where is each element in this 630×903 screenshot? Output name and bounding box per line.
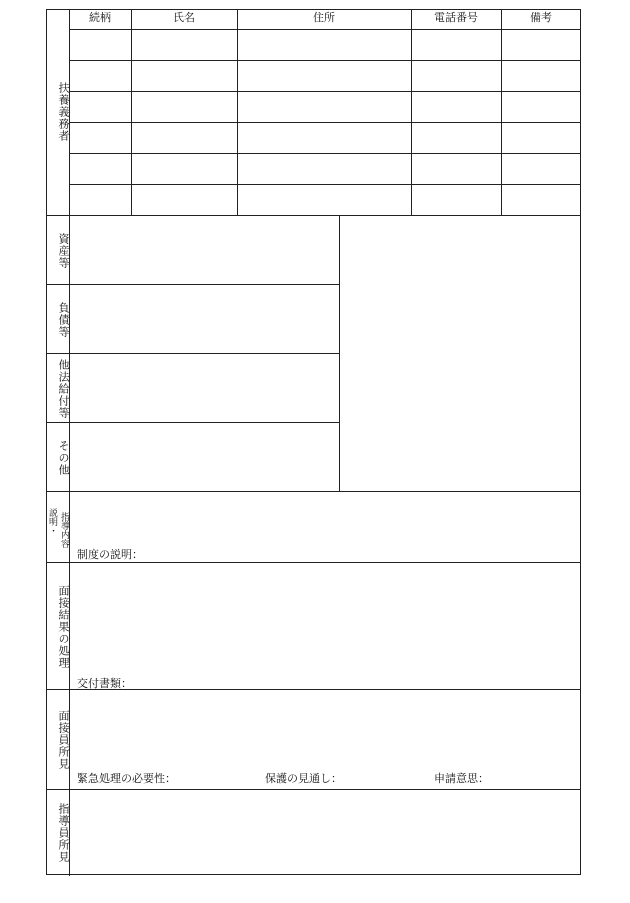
explanation-label: 説明・ (47, 507, 57, 535)
table-cell[interactable] (237, 30, 411, 60)
liabilities-field[interactable] (70, 285, 339, 353)
interviewer-opinion-field[interactable] (70, 690, 580, 789)
interview-result-label: 面接結果の処理 (57, 585, 70, 669)
table-cell[interactable] (411, 30, 501, 60)
supervisor-opinion-label: 指導員所見 (57, 803, 70, 863)
interview-result-field[interactable] (70, 563, 580, 689)
other-field[interactable] (70, 423, 339, 491)
table-row-line (69, 122, 580, 123)
interviewer-opinion-label: 面接員所見 (57, 710, 70, 770)
dependents-section-label: 扶養義務者 (57, 82, 70, 142)
supervisor-opinion-field[interactable] (70, 790, 580, 874)
guidance-label: 指導内容 (59, 512, 69, 548)
other-benefits-label: 他法給付等 (57, 359, 70, 419)
other-label: その他 (57, 440, 70, 476)
guidance-field[interactable] (70, 492, 580, 562)
assets-notes-field[interactable] (340, 216, 580, 491)
table-row-line (69, 153, 580, 154)
urgency-label: 緊急処理の必要性： (77, 772, 176, 785)
column-header-address: 住所 (313, 11, 335, 24)
assets-field[interactable] (70, 216, 339, 284)
liabilities-label: 負債等 (57, 302, 70, 338)
other-benefits-field[interactable] (70, 354, 339, 422)
column-header-name: 氏名 (173, 11, 195, 24)
table-row-line (69, 91, 580, 92)
table-row-line (69, 184, 580, 185)
table-cell[interactable] (501, 30, 580, 60)
intent-to-apply-label: 申請意思： (434, 772, 489, 785)
column-header-remarks: 備考 (530, 11, 552, 24)
table-row-line (69, 60, 580, 61)
column-header-relationship: 続柄 (89, 11, 111, 24)
assets-label: 資産等 (57, 233, 70, 269)
table-cell[interactable] (69, 30, 131, 60)
system-explanation-label: 制度の説明： (77, 548, 143, 561)
table-cell[interactable] (131, 30, 237, 60)
documents-issued-label: 交付書類： (77, 677, 132, 690)
interview-record-form (46, 9, 581, 875)
protection-outlook-label: 保護の見通し： (265, 772, 342, 785)
column-header-phone: 電話番号 (434, 11, 478, 24)
